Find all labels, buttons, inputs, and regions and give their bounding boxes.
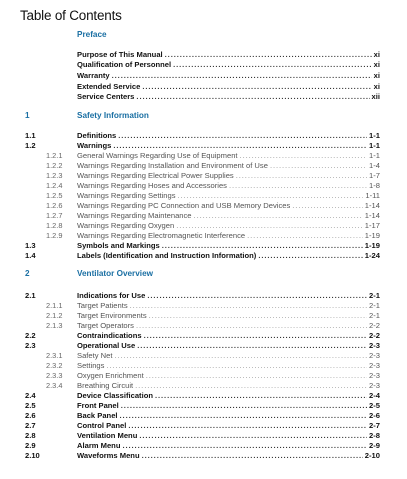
toc-entry-number: 1.2.6 [46, 200, 63, 210]
toc-entry-label: Device Classification [77, 390, 153, 400]
toc-entry-line [77, 181, 380, 191]
toc-entry-page: xi [373, 49, 380, 59]
toc-entry-page: xi [373, 70, 380, 80]
toc-leader-dots [118, 131, 367, 141]
toc-entry-label: Warnings Regarding Oxygen [77, 220, 175, 230]
toc-leader-dots [128, 421, 367, 431]
toc-leader-dots [144, 331, 367, 341]
chapter-number: 2 [25, 269, 30, 278]
toc-leader-dots [106, 361, 367, 371]
toc-entry[interactable] [0, 171, 407, 181]
toc-entry-line [77, 451, 380, 461]
toc-leader-dots [149, 311, 367, 321]
toc-leader-dots [236, 171, 367, 181]
toc-entry-number: 2.3.2 [46, 360, 63, 370]
toc-leader-dots [194, 211, 363, 221]
toc-entry-line [77, 411, 380, 421]
toc-leader-dots [162, 241, 363, 251]
toc-entry-page: 1-19 [364, 230, 380, 240]
toc-entry-line [77, 201, 380, 211]
toc-entry-line [77, 211, 380, 221]
toc-entry-label: Extended Service [77, 81, 141, 91]
toc-entry-number: 2.3.1 [46, 350, 63, 360]
toc-entry-number: 1.2.4 [46, 180, 63, 190]
toc-entry-number: 2.1 [25, 290, 36, 300]
toc-entry-line [77, 311, 380, 321]
toc-leader-dots [112, 71, 372, 81]
toc-entry-label: Breathing Circuit [77, 380, 134, 390]
preface-heading: Preface [77, 30, 107, 39]
toc-entry-number: 2.7 [25, 420, 36, 430]
toc-entry-number: 1.3 [25, 240, 36, 250]
toc-entry-label: Definitions [77, 130, 117, 140]
toc-entry-label: Warnings Regarding Installation and Environment of Use [77, 160, 268, 170]
toc-entry-page: 2-1 [369, 300, 380, 310]
toc-entry-number: 2.9 [25, 440, 36, 450]
toc-entry-line [77, 361, 380, 371]
toc-entry-line [77, 371, 380, 381]
toc-entry-line [77, 92, 380, 102]
toc-entry-label: Labels (Identification and Instruction Information) [77, 250, 257, 260]
toc-leader-dots [258, 251, 362, 261]
toc-entry-label: Symbols and Markings [77, 240, 160, 250]
toc-entry-label: Target Operators [77, 320, 134, 330]
toc-entry[interactable] [0, 311, 407, 321]
toc-leader-dots [176, 221, 363, 231]
toc-entry[interactable] [0, 221, 407, 231]
toc-leader-dots [270, 161, 367, 171]
toc-entry-label: Alarm Menu [77, 440, 121, 450]
toc-entry[interactable] [0, 341, 407, 351]
toc-entry-line [77, 71, 380, 81]
toc-entry-line [77, 291, 380, 301]
toc-entry-page: 1-1 [369, 150, 380, 160]
toc-entry-line [77, 391, 380, 401]
toc-entry[interactable] [0, 301, 407, 311]
toc-entry[interactable] [0, 71, 407, 81]
toc-entry-number: 2.3.3 [46, 370, 63, 380]
toc-entry[interactable] [0, 371, 407, 381]
toc-entry-number: 2.8 [25, 430, 36, 440]
toc-entry[interactable] [0, 451, 407, 461]
toc-entry-page: 2-9 [369, 440, 380, 450]
toc-entry-line [77, 171, 380, 181]
toc-entry[interactable] [0, 82, 407, 92]
toc-entry-page: 2-1 [369, 310, 380, 320]
toc-entry[interactable] [0, 141, 407, 151]
toc-entry-label: Target Patients [77, 300, 128, 310]
toc-entry-line [77, 161, 380, 171]
toc-entry-page: 1-14 [364, 210, 380, 220]
toc-entry-page: 1-14 [364, 200, 380, 210]
toc-entry-number: 2.6 [25, 410, 36, 420]
toc-leader-dots [135, 381, 367, 391]
toc-entry-line [77, 401, 380, 411]
toc-entry[interactable] [0, 381, 407, 391]
toc-entry-page: 2-7 [369, 420, 380, 430]
toc-entry[interactable] [0, 421, 407, 431]
toc-entry-page: 2-1 [369, 290, 380, 300]
toc-entry-page: 2-2 [369, 320, 380, 330]
toc-entry-page: 2-3 [369, 340, 380, 350]
toc-entry-page: 1-8 [369, 180, 380, 190]
page-title: Table of Contents [20, 8, 122, 23]
toc-leader-dots [142, 451, 363, 461]
toc-entry-line [77, 251, 380, 261]
toc-entry-page: 2-8 [369, 430, 380, 440]
toc-entry-number: 2.1.3 [46, 320, 63, 330]
toc-entry-page: 1-1 [369, 140, 380, 150]
toc-entry-line [77, 151, 380, 161]
toc-entry-page: 1-11 [365, 190, 380, 200]
toc-entry[interactable] [0, 50, 407, 60]
toc-entry-label: Warnings Regarding Electrical Power Supplies [77, 170, 234, 180]
toc-entry[interactable] [0, 211, 407, 221]
toc-entry-line [77, 241, 380, 251]
toc-entry[interactable] [0, 321, 407, 331]
toc-entry[interactable] [0, 131, 407, 141]
toc-entry-line [77, 351, 380, 361]
toc-entry[interactable] [0, 431, 407, 441]
toc-entry-line [77, 221, 380, 231]
toc-entry-page: 1-4 [369, 160, 380, 170]
toc-entry-page: 2-3 [369, 380, 380, 390]
toc-entry-page: xii [371, 92, 380, 102]
toc-entry-label: Safety Net [77, 350, 113, 360]
toc-entry-number: 1.2.5 [46, 190, 63, 200]
toc-entry-page: xi [373, 60, 380, 70]
toc-entry-label: Control Panel [77, 420, 127, 430]
toc-leader-dots [113, 141, 367, 151]
toc-entry-page: 1-1 [369, 130, 380, 140]
toc-leader-dots [178, 191, 364, 201]
toc-entry[interactable] [0, 151, 407, 161]
toc-entry-label: Service Centers [77, 92, 135, 102]
toc-entry-line [77, 231, 380, 241]
toc-entry[interactable] [0, 92, 407, 102]
toc-entry[interactable] [0, 191, 407, 201]
toc-entry-number: 1.4 [25, 250, 36, 260]
toc-entry-number: 1.2.1 [46, 150, 63, 160]
toc-entry[interactable] [0, 391, 407, 401]
toc-entry-label: Warranty [77, 70, 110, 80]
toc-entry-label: Warnings Regarding Maintenance [77, 210, 192, 220]
toc-entry[interactable] [0, 361, 407, 371]
toc-leader-dots [121, 401, 367, 411]
toc-entry-page: 2-2 [369, 330, 380, 340]
toc-leader-dots [146, 371, 367, 381]
toc-entry-label: General Warnings Regarding Use of Equipment [77, 150, 238, 160]
toc-leader-dots [165, 50, 372, 60]
toc-entry-label: Oxygen Enrichment [77, 370, 144, 380]
toc-entry-number: 1.2.3 [46, 170, 63, 180]
toc-entry-line [77, 341, 380, 351]
toc-entry-number: 1.2.8 [46, 220, 63, 230]
toc-entry-number: 1.1 [25, 130, 36, 140]
toc-entry[interactable] [0, 291, 407, 301]
toc-leader-dots [136, 321, 367, 331]
toc-entry[interactable] [0, 331, 407, 341]
toc-entry-line [77, 191, 380, 201]
toc-entry-number: 2.10 [25, 450, 40, 460]
toc-entry-number: 2.1.2 [46, 310, 63, 320]
toc-entry-label: Warnings [77, 140, 112, 150]
toc-entry-line [77, 141, 380, 151]
toc-entry-label: Back Panel [77, 410, 118, 420]
toc-entry[interactable] [0, 231, 407, 241]
toc-entry-page: 2-4 [369, 390, 380, 400]
chapter-number: 1 [25, 111, 30, 120]
toc-entry[interactable] [0, 60, 407, 70]
toc-entry-label: Ventilation Menu [77, 430, 138, 440]
toc-entry-label: Warnings Regarding PC Connection and USB Memory Devices [77, 200, 291, 210]
toc-entry[interactable] [0, 401, 407, 411]
toc-leader-dots [292, 201, 363, 211]
toc-entry-line [77, 321, 380, 331]
toc-entry-number: 2.1.1 [46, 300, 63, 310]
toc-entry-number: 1.2.2 [46, 160, 63, 170]
toc-entry-label: Front Panel [77, 400, 119, 410]
toc-leader-dots [136, 92, 369, 102]
toc-entry-page: 2-3 [369, 360, 380, 370]
toc-entry-number: 2.3.4 [46, 380, 63, 390]
toc-entry-label: Waveforms Menu [77, 450, 140, 460]
toc-entry-page: 2-10 [364, 450, 380, 460]
toc-entry-line [77, 131, 380, 141]
toc-entry-label: Indications for Use [77, 290, 146, 300]
toc-entry-label: Warnings Regarding Settings [77, 190, 176, 200]
toc-entry-line [77, 381, 380, 391]
toc-entry[interactable] [0, 351, 407, 361]
toc-entry-page: 1-7 [369, 170, 380, 180]
toc-entry-line [77, 331, 380, 341]
toc-entry[interactable] [0, 201, 407, 211]
toc-leader-dots [114, 351, 367, 361]
toc-leader-dots [130, 301, 367, 311]
toc-entry-page: 1-24 [364, 250, 380, 260]
toc-entry-number: 1.2 [25, 140, 36, 150]
toc-entry[interactable] [0, 411, 407, 421]
toc-leader-dots [147, 291, 367, 301]
toc-leader-dots [142, 82, 371, 92]
toc-entry-page: 1-19 [364, 240, 380, 250]
toc-entry-number: 2.2 [25, 330, 36, 340]
toc-leader-dots [120, 411, 367, 421]
toc-leader-dots [173, 60, 372, 70]
toc-entry-label: Purpose of This Manual [77, 49, 163, 59]
toc-entry-number: 1.2.9 [46, 230, 63, 240]
toc-entry-label: Warnings Regarding Electromagnetic Interference [77, 230, 246, 240]
toc-entry[interactable] [0, 441, 407, 451]
toc-leader-dots [122, 441, 367, 451]
toc-leader-dots [139, 431, 367, 441]
toc-entry[interactable] [0, 181, 407, 191]
toc-entry[interactable] [0, 251, 407, 261]
toc-entry-label: Qualification of Personnel [77, 60, 172, 70]
toc-entry-number: 1.2.7 [46, 210, 63, 220]
toc-leader-dots [155, 391, 367, 401]
toc-entry-line [77, 60, 380, 70]
toc-leader-dots [137, 341, 367, 351]
toc-entry-number: 2.3 [25, 340, 36, 350]
chapter-heading: Safety Information [77, 111, 149, 120]
toc-entry-page: 2-3 [369, 350, 380, 360]
toc-entry-line [77, 301, 380, 311]
toc-entry-label: Operational Use [77, 340, 136, 350]
toc-leader-dots [240, 151, 367, 161]
toc-entry-line [77, 441, 380, 451]
toc-entry-number: 2.5 [25, 400, 36, 410]
toc-entry-line [77, 431, 380, 441]
toc-entry-label: Settings [77, 360, 105, 370]
toc-entry-label: Target Environments [77, 310, 147, 320]
toc-entry-line [77, 50, 380, 60]
toc-entry-line [77, 421, 380, 431]
chapter-heading: Ventilator Overview [77, 269, 153, 278]
toc-entry-number: 2.4 [25, 390, 36, 400]
toc-entry-page: 2-6 [369, 410, 380, 420]
toc-entry[interactable] [0, 161, 407, 171]
toc-leader-dots [229, 181, 367, 191]
toc-entry-page: 1-17 [364, 220, 380, 230]
toc-entry[interactable] [0, 241, 407, 251]
toc-entry-label: Contraindications [77, 330, 142, 340]
toc-entry-page: xi [373, 81, 380, 91]
toc-entry-page: 2-5 [369, 400, 380, 410]
toc-entry-label: Warnings Regarding Hoses and Accessories [77, 180, 227, 190]
toc-leader-dots [247, 231, 363, 241]
toc-entry-line [77, 82, 380, 92]
toc-entry-page: 2-3 [369, 370, 380, 380]
